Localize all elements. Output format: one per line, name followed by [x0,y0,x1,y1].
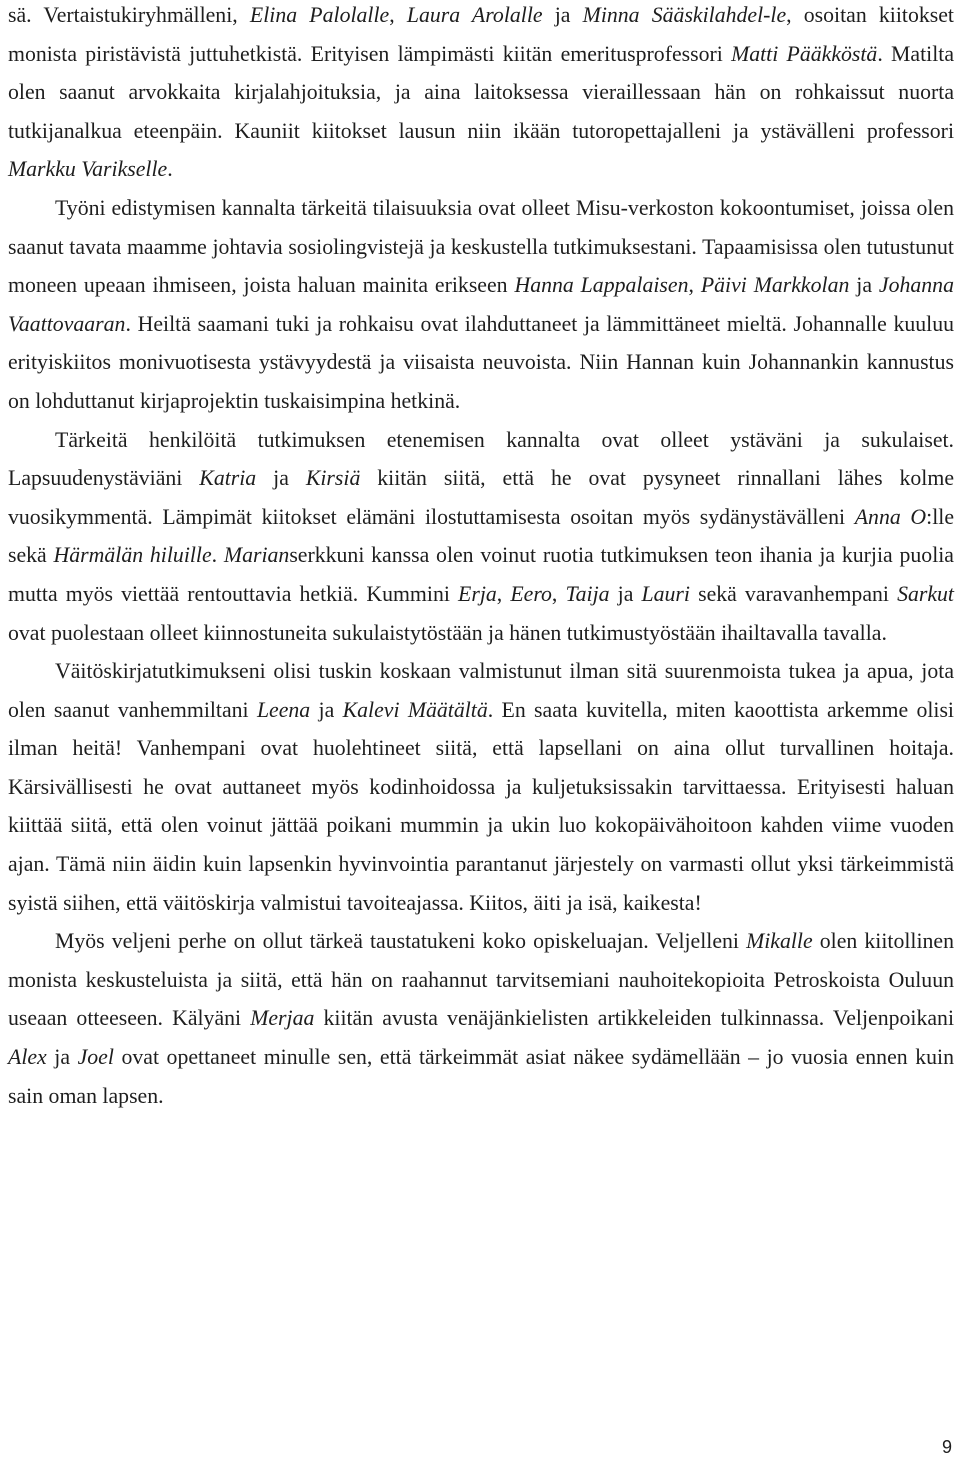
paragraph [8,922,954,1115]
text-run: , [496,581,511,606]
text-run: . Heiltä saamani tuki ja rohkaisu ovat ilahduttaneet ja lämmittäneet mieltä. Johannalle kuuluu erityiskiitos monivuotisesta ystävyydestä ja viisaista neuvoista. Niin Hannan kuin Johannankin kannustus on lohduttanut kirjaprojektin tuskaisimpina hetkinä. [8,311,954,413]
italic-name: Mikalle [746,929,813,954]
italic-name: Joel [77,1045,114,1070]
text-run: ovat opettaneet minulle sen, että tärkeimmät asiat näkee sydämellään – jo vuosia ennen kuin sain oman lapsen. [8,1045,954,1108]
italic-name: Erja [458,581,497,606]
paragraph [8,421,954,653]
italic-name: Härmälän hiluille [53,543,212,568]
italic-name: Kirsiä [305,466,361,491]
text-run: kiitän avusta venäjänkielisten artikkeleiden tulkinnassa. Veljenpoikani [314,1006,954,1031]
text-run: Tärkeitä henkilöitä tutkimuksen etenemisen kannalta ovat olleet ystäväni ja sukulaiset. Lapsuudenystäviäni [8,427,954,491]
text-run: :lle sekä [8,504,954,568]
text-run: ja [849,273,879,298]
paragraph [8,652,954,922]
italic-name: Päivi Markkolan [700,273,850,298]
italic-name: Katria [199,466,257,491]
text-run: . [211,543,224,568]
text-run: ja [310,697,343,722]
text-run: sä. Vertaistukiryhmälleni, [8,3,250,27]
text-run: ovat puolestaan olleet kiinnostuneita sukulaistytöstään ja hänen tutkimustyöstään ihailtavalla tavalla. [8,620,887,645]
text-run: , [551,581,566,606]
italic-name: Lauri [641,581,690,606]
page-number: 9 [941,1437,952,1457]
text-run: . En saata kuvitella, miten kaoottista arkemme olisi ilman heitä! Vanhempani ovat huolehtineet siitä, että lapsellani on aina ollut turvallinen hoitaja. Kärsivällisesti he ovat auttaneet myös kodinhoidossa ja kuljetuksissakin tarvittaessa. Erityisesti haluan kiittää siitä, että olen voinut jättää poikani mummin ja ukin luo kokopäivähoitoon kahden viime vuoden ajan. Tämä niin äidin kuin lapsenkin hyvinvointia parantanut järjestely on varmasti ollut yksi tärkeimmistä syistä siihen, että väitöskirja valmistui tavoiteajassa. Kiitos, äiti ja isä, kaikesta! [8,697,954,915]
paragraph [8,0,954,189]
italic-name: Sarkut [897,581,954,606]
text-run: . [167,157,173,182]
italic-name: Laura Arolalle [406,3,543,27]
italic-name: Taija [565,581,610,606]
italic-name: Merjaa [250,1006,315,1031]
italic-name: Hanna Lappalaisen [514,273,689,298]
italic-name: Matti Pääkköstä [731,41,878,66]
text-run: ja [542,3,583,27]
text-run: olen kiitollinen monista keskusteluista ja siitä, että hän on raahannut tarvitsemiani nauhoitekopioita Petroskoista Ouluun useaan otteeseen. Kälyäni [8,929,954,1031]
text-run: serkkuni kanssa olen voinut ruotia tutkimuksen teon ihania ja kurjia puolia mutta myös viettää rentouttavia hetkiä. Kummini [8,543,954,606]
text-run: sekä varavanhempani [689,581,898,606]
paragraph [8,189,954,421]
text-run: . Matilta olen saanut arvokkaita kirjalahjoituksia, ja aina laitoksessa vieraillessaan hän on rohkaissut nuorta tutkijanalkua eteenpäin. Kauniit kiitokset lausun niin ikään tutoropettajalleni ja ystävälleni professori [8,41,954,143]
text-run: Myös veljeni perhe on ollut tärkeä taustatukeni koko opiskeluajan. Veljelleni [55,929,747,954]
italic-name: Leena [256,697,311,722]
text-run: , osoitan kiitokset monista piristävistä juttuhetkistä. Erityisen lämpimästi kiitän emeritusprofessori [8,3,954,66]
text-run: kiitän siitä, että he ovat pysyneet rinnallani lähes kolme vuosikymmentä. Lämpimät kiitokset elämäni ilostuttamisesta osoitan myös sydänystävälleni [8,466,954,529]
italic-name: Kalevi Määtältä [342,697,488,722]
italic-name: Alex [8,1045,47,1070]
acknowledgements-text [8,0,954,1115]
text-run: ja [609,581,642,606]
text-run: ja [256,466,306,491]
italic-name: Anna O [854,504,927,529]
italic-name: Eero [510,581,552,606]
text-run: Työni edistymisen kannalta tärkeitä tilaisuuksia ovat olleet Misu-verkoston kokoontumiset, joissa olen saanut tavata maamme johtavia sosiolingvistejä ja keskustella tutkimuksestani. Tapaamisissa olen tutustunut moneen upeaan ihmiseen, joista haluan mainita erikseen [8,195,954,298]
text-run: Väitöskirjatutkimukseni olisi tuskin koskaan valmistunut ilman sitä suurenmoista tukea ja apua, jota olen saanut vanhemmiltani [8,659,954,722]
italic-name: Marian [223,543,290,568]
text-run: , [389,3,407,27]
text-run: , [688,273,701,298]
text-run: ja [46,1045,78,1070]
italic-name: Markku Varikselle [8,157,168,182]
italic-name: Johanna Vaattovaaran [8,273,954,336]
italic-name: Minna Sääskilahdel-le [582,3,787,27]
italic-name: Elina Palolalle [249,3,390,27]
